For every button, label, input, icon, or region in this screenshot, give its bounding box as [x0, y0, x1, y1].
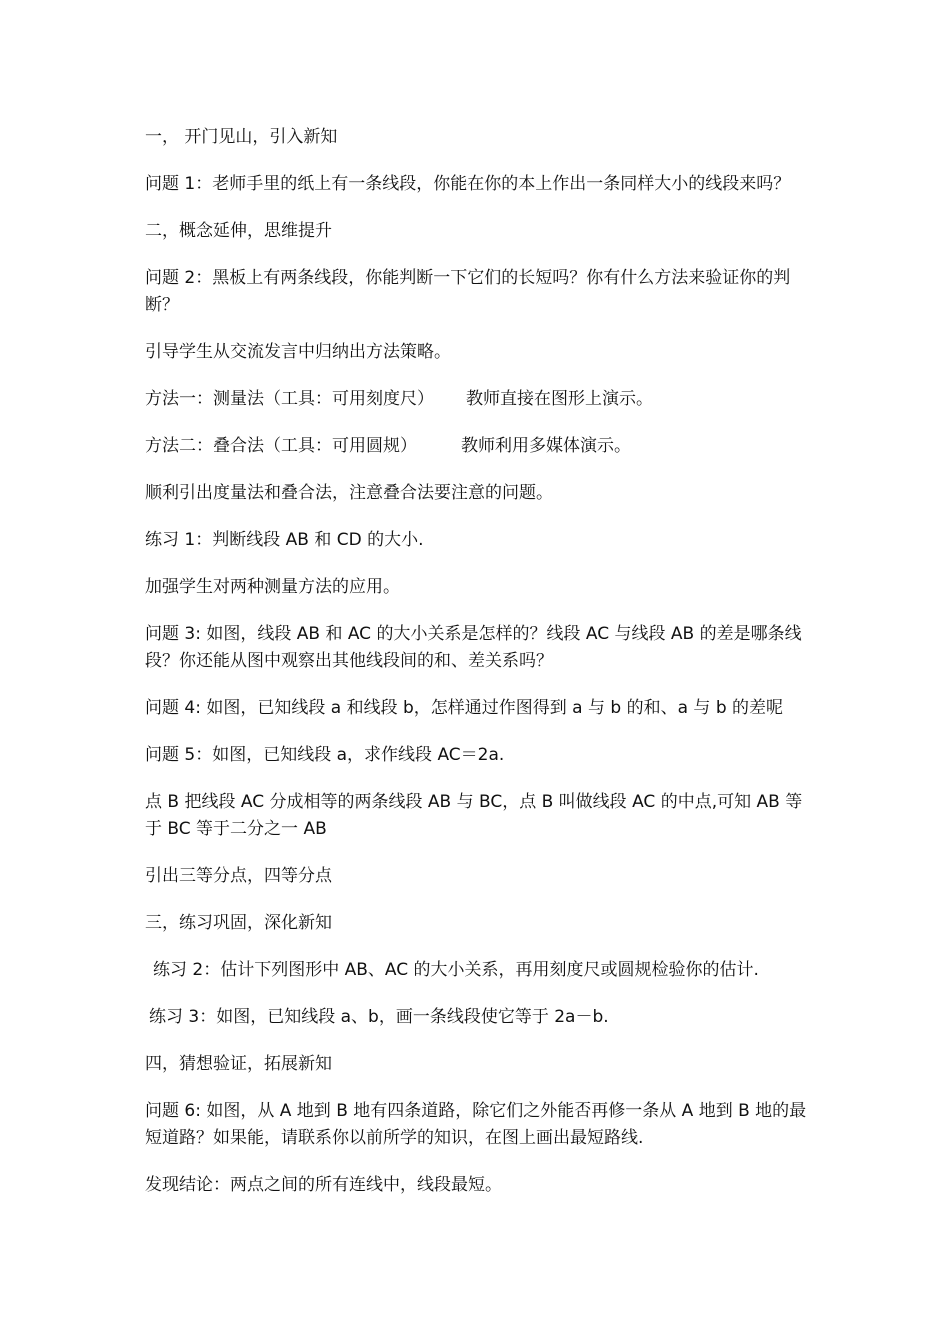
method-1-name: 方法一：测量法（工具：可用刻度尺）: [145, 389, 434, 409]
section-heading-1: 一， 开门见山，引入新知: [145, 127, 338, 147]
question-4: 问题 4: 如图，已知线段 a 和线段 b，怎样通过作图得到 a 与 b 的和、a 与 b 的差呢: [145, 698, 784, 718]
document-body: [145, 124, 815, 1219]
question-6: 问题 6: 如图，从 A 地到 B 地有四条道路，除它们之外能否再修一条从 A 地到 B 地的最短道路？如果能，请联系你以前所学的知识，在图上画出最短路线.: [145, 1101, 807, 1148]
exercise-2: 练习 2：估计下列图形中 AB、AC 的大小关系，再用刻度尺或圆规检验你的估计.: [153, 960, 759, 980]
question-2: 问题 2：黑板上有两条线段，你能判断一下它们的长短吗？你有什么方法来验证你的判断？: [145, 268, 791, 315]
method-2-name: 方法二：叠合法（工具：可用圆规）: [145, 436, 417, 456]
trisection-note: 引出三等分点，四等分点: [145, 866, 332, 886]
exercise-3: 练习 3：如图，已知线段 a、b，画一条线段使它等于 2a－b.: [149, 1007, 609, 1027]
method-2-note: 教师利用多媒体演示。: [461, 436, 631, 456]
question-5: 问题 5：如图，已知线段 a，求作线段 AC＝2a.: [145, 745, 505, 765]
section-heading-2: 二，概念延伸，思维提升: [145, 221, 332, 241]
question-1: 问题 1：老师手里的纸上有一条线段，你能在你的本上作出一条同样大小的线段来吗？: [145, 174, 791, 194]
midpoint-explanation: 点 B 把线段 AC 分成相等的两条线段 AB 与 BC，点 B 叫做线段 AC 的中点,可知 AB 等于 BC 等于二分之一 AB: [145, 792, 803, 839]
methods-summary: 顺利引出度量法和叠合法，注意叠合法要注意的问题。: [145, 483, 553, 503]
method-1: [145, 386, 815, 413]
exercise-1: 练习 1：判断线段 AB 和 CD 的大小.: [145, 530, 424, 550]
section-heading-4: 四，猜想验证，拓展新知: [145, 1054, 332, 1074]
method-2: [145, 433, 815, 460]
conclusion: 发现结论：两点之间的所有连线中，线段最短。: [145, 1175, 502, 1195]
exercise-1-note: 加强学生对两种测量方法的应用。: [145, 577, 400, 597]
section-heading-3: 三，练习巩固，深化新知: [145, 913, 332, 933]
question-3: 问题 3: 如图，线段 AB 和 AC 的大小关系是怎样的？线段 AC 与线段 AB 的差是哪条线段？你还能从图中观察出其他线段间的和、差关系吗？: [145, 624, 802, 671]
method-1-note: 教师直接在图形上演示。: [466, 389, 653, 409]
guidance-paragraph: 引导学生从交流发言中归纳出方法策略。: [145, 342, 451, 362]
